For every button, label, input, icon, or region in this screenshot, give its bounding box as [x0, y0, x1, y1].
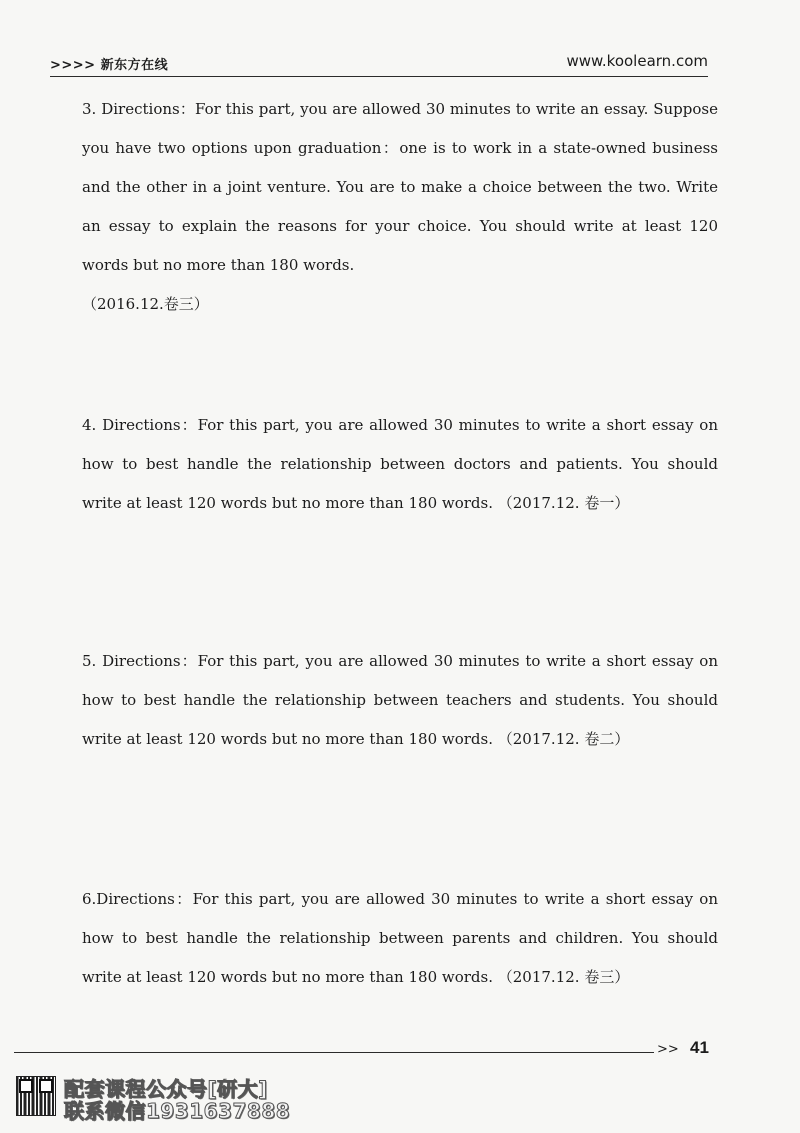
section-6-text: 6.Directions：For this part, you are allowed 30 minutes to write a short essay on how to best handle the relationship between parents and children. You should write at least 120 words but no more than 180 words. （2017.12. 卷三）	[82, 890, 718, 986]
page-header	[50, 50, 708, 77]
watermark-line-1: 配套课程公众号[研大]	[64, 1077, 268, 1101]
footer-divider	[14, 1052, 654, 1053]
section-3-directions	[82, 90, 718, 324]
watermark-line-2: 联系微信1931637888	[64, 1099, 291, 1123]
footer-arrows: >>	[657, 1042, 679, 1057]
header-brand: >>>> 新东方在线	[50, 58, 169, 73]
page-number: 41	[690, 1038, 709, 1057]
section-5-text: 5. Directions：For this part, you are allowed 30 minutes to write a short essay on how to best handle the relationship between teachers and students. You should write at least 120 words but no more than 180 words. （2017.12. 卷二）	[82, 652, 718, 748]
section-5-directions	[82, 642, 718, 759]
section-3-tag: （2016.12.卷三）	[82, 295, 209, 313]
section-3-text: 3. Directions：For this part, you are allowed 30 minutes to write an essay. Suppose you have two options upon graduation：one is to work in a state-owned business and the other in a joint venture. You are to make a choice between the two. Write an essay to explain the reasons for your choice. You should write at least 120 words but no more than 180 words.	[82, 100, 718, 274]
section-6-directions	[82, 880, 718, 997]
section-4-text: 4. Directions：For this part, you are allowed 30 minutes to write a short essay on how to best handle the relationship between doctors and patients. You should write at least 120 words but no more than 180 words. （2017.12. 卷一）	[82, 416, 718, 512]
section-4-directions	[82, 406, 718, 523]
header-url: www.koolearn.com	[566, 52, 708, 70]
qr-code-icon	[16, 1076, 56, 1116]
